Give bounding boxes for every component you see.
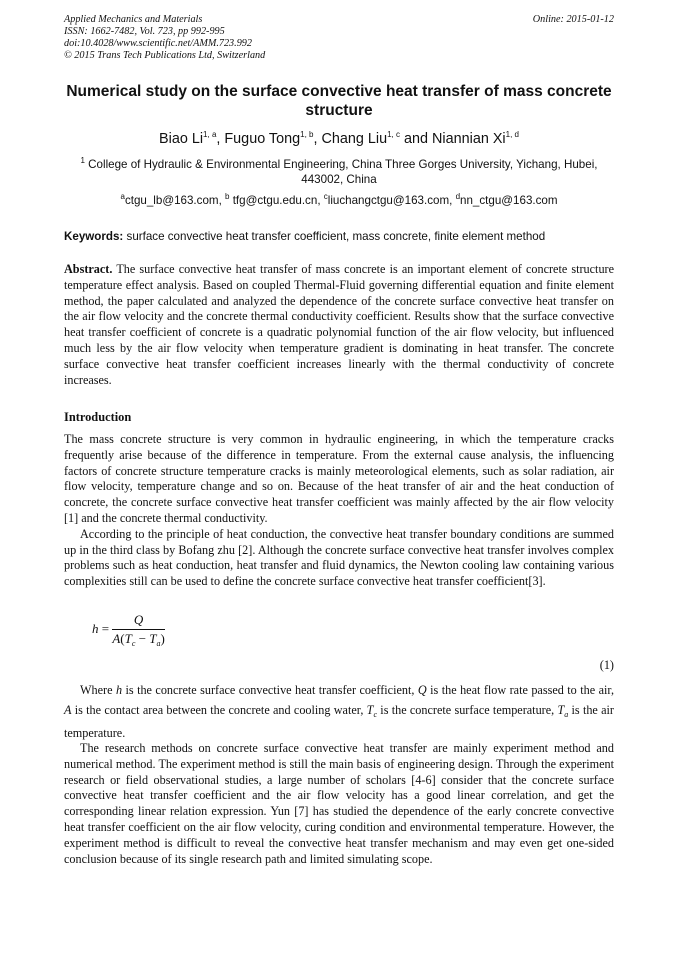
- symbol-tc: T: [366, 702, 374, 717]
- explanation-text: is the concrete surface temperature,: [377, 702, 558, 717]
- author-name: Chang Liu: [321, 131, 388, 147]
- abstract-text: The surface convective heat transfer of mass concrete is an important element of concrete structure temperature effect analysis. Based on coupled Thermal-Fluid governing differential equation and finite element method, the paper calculated and analyzed the dependence of the concrete surface convective heat transfer on the air flow velocity and the concrete thermal conductivity coefficient. Results show that the surface convective heat transfer coefficient of concrete is a quadratic polynomial function of the air flow velocity, but influenced much less by the air flow velocity when temperature gradient is dominating in heat transfer. The concrete surface convective heat transfer coefficient increases linearly with the thermal conductivity of concrete increases.: [64, 262, 615, 387]
- explanation-text: is the concrete surface convective heat transfer coefficient,: [122, 683, 418, 697]
- email-address[interactable]: nn_ctgu@163.com: [460, 194, 558, 207]
- intro-paragraph-2: According to the principle of heat conduction, the convective heat transfer boundary conditions are summed up in the third class by Bofang zhu [2]. Although the concrete surface convective heat transfer involves complex problems such as heat conduction, heat transfer and fluid dynamics, the Newton cooling law containing various complexities still can be used to define the concrete surface convective heat transfer coefficient[3].: [64, 526, 614, 589]
- equation-ta-subscript: a: [156, 639, 161, 648]
- symbol-ta: T: [557, 702, 565, 717]
- copyright-line: © 2015 Trans Tech Publications Ltd, Switzerland: [64, 50, 266, 61]
- research-text: The research methods on concrete surface convective heat transfer are mainly experiment method and numerical method. The experiment method is still the main basis of engineering design. Through the experiment research or field observational studies, a large number of scholars [4-6] consider that the concrete surface convective heat transfer coefficient and the air flow velocity has a good linear correlation, and get the corresponding linear relation expression. Yun [7] has studied the dependence of the early concrete convective heat transfer coefficient on the air flow velocity, curing condition and environmental temperature. However, the experiment method is difficult to reveal the convective heat transfer mechanism and may even get one-sided conclusion because of its single research path and limited simulating scope.: [64, 741, 614, 866]
- section-heading-introduction: Introduction: [64, 410, 132, 424]
- equation-number: (1): [599, 658, 614, 672]
- research-methods-paragraph: [64, 741, 614, 867]
- journal-header: [64, 14, 265, 62]
- equation-fraction: [112, 612, 165, 648]
- equation-tc-subscript: c: [131, 639, 136, 648]
- equation-denominator: [112, 630, 165, 648]
- author-superscript: 1, d: [505, 130, 519, 140]
- equation-ta-symbol: T: [149, 631, 157, 646]
- affiliation: [64, 157, 614, 187]
- abstract: [64, 262, 614, 388]
- affiliation-text: College of Hydraulic & Environmental Engineering, China Three Gorges University, Yichang, Hubei, 443002, China: [88, 158, 598, 186]
- equation-paren: (: [120, 631, 125, 646]
- author-superscript: 1, b: [300, 130, 314, 140]
- introduction-body: [64, 432, 614, 590]
- issn-line: ISSN: 1662-7482, Vol. 723, pp 992-995: [64, 26, 225, 37]
- keywords: [64, 229, 614, 244]
- paper-title: Numerical study on the surface convective heat transfer of mass concrete structure: [66, 83, 612, 119]
- symbol-a: A: [64, 702, 72, 717]
- email-address[interactable]: liuchangctgu@163.com: [327, 194, 450, 207]
- symbol-tc-subscript: c: [373, 709, 378, 719]
- explanation-text: is the air temperature.: [64, 702, 614, 740]
- email-superscript: a: [120, 192, 125, 202]
- explanation-text: is the contact area between the concrete and cooling water,: [71, 702, 367, 717]
- intro-paragraph-1: The mass concrete structure is very common in hydraulic engineering, in which the temperature cracks frequently arise because of the difference in temperature. From the external cause analysis, the influencing factors of concrete structure temperature cracks is mainly meteorological elements, such as solar radiation, air flow velocity, temperature change and so on. Because of the heat transfer of air and the heat conduction of concrete, the concrete surface convective heat transfer coefficient was mainly affected by the air flow velocity [1] and the concrete thermal conductivity.: [64, 432, 614, 525]
- symbol-ta-subscript: a: [564, 709, 569, 719]
- keywords-label: Keywords:: [64, 230, 124, 243]
- keywords-text: surface convective heat transfer coefficient, mass concrete, finite element method: [126, 230, 546, 243]
- online-date: Online: 2015-01-12: [532, 14, 614, 25]
- author-name: Niannian Xi: [432, 131, 506, 147]
- explanation-text: is the heat flow rate passed to the air,: [426, 683, 614, 697]
- journal-name: Applied Mechanics and Materials: [64, 14, 203, 25]
- email-superscript: c: [323, 192, 328, 202]
- symbol-q: Q: [417, 683, 427, 697]
- author-name: Biao Li: [159, 131, 204, 147]
- email-superscript: d: [455, 192, 461, 202]
- equation-explanation: [64, 681, 614, 744]
- email-address[interactable]: tfg@ctgu.edu.cn: [232, 194, 318, 207]
- doi-line[interactable]: doi:10.4028/www.scientific.net/AMM.723.992: [64, 38, 252, 49]
- equation-tc-symbol: T: [124, 631, 132, 646]
- author-separator: ,: [313, 131, 322, 147]
- email-address[interactable]: ctgu_lb@163.com: [124, 194, 219, 207]
- equation-minus: −: [135, 631, 150, 646]
- author-superscript: 1, a: [203, 130, 217, 140]
- equation-lhs: h: [92, 620, 99, 636]
- email-superscript: b: [225, 192, 230, 202]
- author-superscript: 1, c: [387, 130, 400, 140]
- author-separator: ,: [216, 131, 225, 147]
- equation-numerator: Q: [112, 612, 165, 630]
- equation-equals: =: [98, 620, 113, 636]
- equation-1: [92, 612, 165, 648]
- equation-paren: ): [160, 631, 165, 646]
- email-list: $^a$ctgu_lb@163.com, $^b$ tfg@ctgu.edu.cn, $^c$liuchangctgu@163.com, $^d$nn_ctgu@163.com: [120, 192, 558, 207]
- author-list: [64, 130, 614, 148]
- author-separator: and: [400, 131, 433, 147]
- explanation-text: Where: [80, 683, 116, 697]
- affiliation-superscript: 1: [80, 156, 85, 166]
- symbol-h: h: [115, 683, 123, 697]
- equation-area-symbol: A: [112, 631, 121, 646]
- author-name: Fuguo Tong: [224, 131, 301, 147]
- abstract-label: Abstract.: [64, 262, 113, 276]
